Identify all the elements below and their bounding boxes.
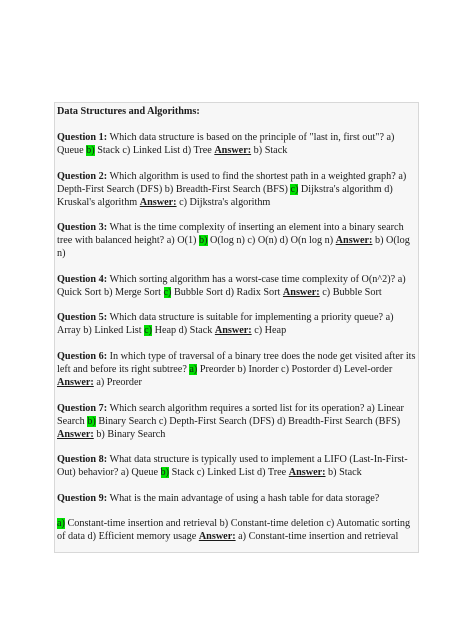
question-4: [57, 273, 416, 299]
question-label: Question 6:: [57, 350, 108, 362]
question-6: [57, 350, 416, 389]
answer-text: c) Heap: [251, 325, 287, 337]
answer-label: Answer:: [335, 235, 373, 247]
options-text: Constant-time insertion and retrieval b) Constant-time deletion c) Automatic sorting of data d) Efficient memory usage: [57, 518, 411, 543]
options-text: Stack c) Linked List d) Tree: [94, 145, 215, 156]
options-text: O(log n) c) O(n) d) O(n log n): [207, 235, 336, 247]
answer-text: a) Constant-time insertion and retrieval: [235, 531, 399, 543]
question-text: Which data structure is suitable for implementing a priority queue? a) Array b) Linked List: [57, 312, 394, 337]
answer-text: b) Stack: [251, 145, 288, 156]
answer-text: a) Preorder: [93, 376, 142, 388]
question-9: [57, 492, 416, 505]
question-text: In which type of traversal of a binary tree does the node get visited after its left and before its right subtree?: [57, 350, 416, 375]
answer-text: b) O(log n): [57, 235, 410, 260]
options-text: Stack c) Linked List d) Tree: [169, 467, 289, 479]
highlighted-option: b): [199, 235, 208, 247]
highlighted-option: c): [144, 325, 153, 337]
question-text: Which search algorithm requires a sorted list for its operation? a) Linear Search: [57, 402, 404, 427]
answer-label: Answer:: [139, 196, 177, 208]
question-text: Which data structure is based on the principle of "last in, first out"? a) Queue: [57, 132, 395, 156]
answer-text: b) Binary Search: [93, 428, 166, 440]
options-text: Preorder b) Inorder c) Postorder d) Level-order: [197, 363, 393, 375]
highlighted-option: b): [87, 415, 96, 427]
options-text: Dijkstra's algorithm d) Kruskal's algorithm: [57, 183, 393, 208]
question-list: [57, 131, 416, 479]
answer-label: Answer:: [282, 286, 320, 298]
highlighted-option: c): [163, 286, 172, 298]
answer-label: Answer:: [214, 145, 252, 156]
highlighted-option: b): [86, 145, 95, 156]
answer-label: Answer:: [198, 531, 236, 543]
question-text: Which algorithm is used to find the shortest path in a weighted graph? a) Depth-First Search (DFS) b) Breadth-First Search (BFS): [57, 170, 407, 195]
highlighted-option: a): [57, 518, 65, 530]
options-text: Heap d) Stack: [152, 325, 215, 337]
highlighted-option: c): [290, 183, 299, 195]
question-label: Question 5:: [57, 312, 108, 324]
question-label: Question 4:: [57, 273, 108, 285]
answer-label: Answer:: [288, 467, 326, 479]
answer-text: c) Bubble Sort: [319, 286, 382, 298]
question-text: What is the time complexity of inserting an element into a binary search tree with balanced height? a) O(1): [57, 222, 404, 247]
question-8: [57, 453, 416, 479]
question-label: Question 9:: [57, 492, 108, 504]
question-label: Question 2:: [57, 170, 108, 182]
options-text: Bubble Sort d) Radix Sort: [171, 286, 283, 298]
question-text: What data structure is typically used to implement a LIFO (Last-In-First-Out) behavior? a) Queue: [57, 454, 408, 479]
question-5: [57, 311, 416, 337]
answer-label: Answer:: [57, 376, 94, 388]
highlighted-option: a): [189, 363, 198, 375]
question-text: What is the main advantage of using a hash table for data storage?: [107, 492, 380, 504]
question-text: Which sorting algorithm has a worst-case time complexity of O(n^2)? a) Quick Sort b) Merge Sort: [57, 273, 406, 298]
document-title: Data Structures and Algorithms:: [57, 106, 200, 117]
question-label: Question 1:: [57, 132, 108, 143]
answer-label: Answer:: [214, 325, 252, 337]
question-label: Question 7:: [57, 402, 108, 414]
question-label: Question 8:: [57, 454, 108, 466]
question-2: [57, 170, 416, 209]
highlighted-option: b): [160, 467, 170, 479]
quiz-content-box: [54, 102, 419, 553]
answer-text: b) Stack: [325, 467, 362, 479]
question-1: [57, 131, 416, 157]
answer-text: c) Dijkstra's algorithm: [176, 196, 271, 208]
answer-label: Answer:: [57, 428, 94, 440]
options-text: Binary Search c) Depth-First Search (DFS) d) Breadth-First Search (BFS): [95, 415, 401, 427]
question-3: [57, 221, 416, 260]
question-9-options: [57, 517, 416, 543]
question-label: Question 3:: [57, 222, 108, 234]
question-7: [57, 402, 416, 441]
